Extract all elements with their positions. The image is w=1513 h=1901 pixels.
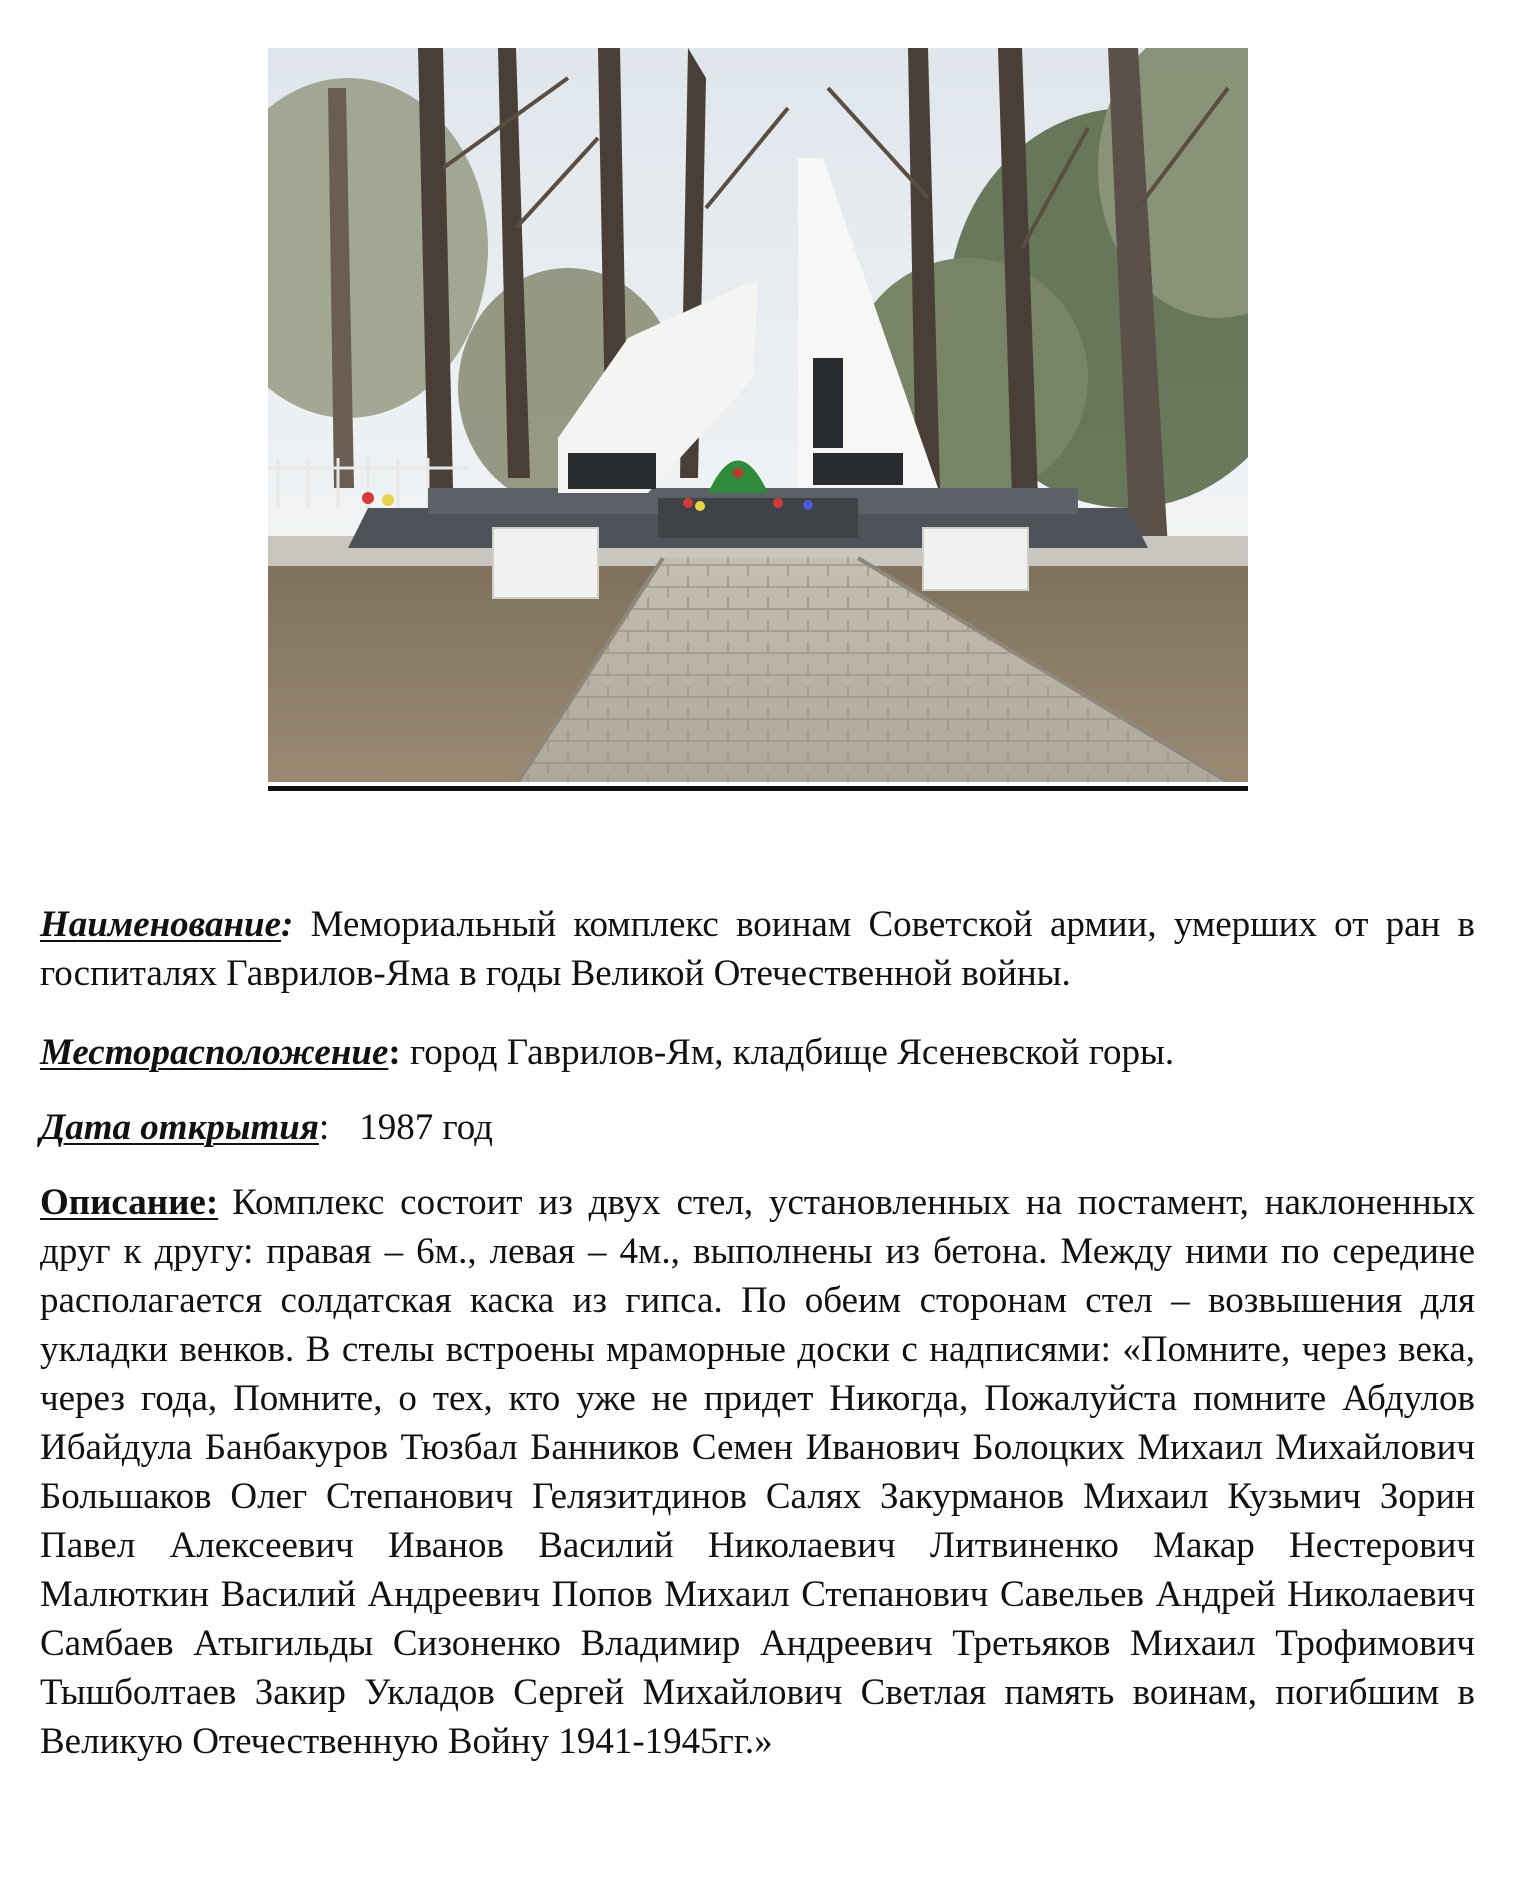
date-colon: : <box>318 1107 330 1148</box>
location-colon: : <box>388 1032 401 1073</box>
name-label: Наименование <box>40 904 281 945</box>
date-value: 1987 год <box>359 1107 493 1148</box>
location-label: Месторасположение <box>40 1032 389 1073</box>
name-colon: : <box>281 904 294 945</box>
memorial-description <box>40 900 1475 1796</box>
description-value: Комплекс состоит из двух стел, установленных на постамент, наклоненных друг к другу: правая – 6м., левая – 4м., выполнены из бетона. Между ними по середине располагается солдатская каска из гипса. По обеим сторонам стел – возвышения для укладки венков. В стелы встроены мраморные доски с надписями: «Помните, через века, через года, Помните, о тех, кто уже не придет Никогда, Пожалуйста помните Абдулов Ибайдула Банбакуров Тюзбал Банников Семен Иванович Болоцких Михаил Михайлович Большаков Олег Степанович Гелязитдинов Салях Закурманов Михаил Кузьмич Зорин Павел Алексеевич Иванов Василий Николаевич Литвиненко Макар Нестерович Малюткин Василий Андреевич Попов Михаил Степанович Савельев Андрей Николаевич Самбаев Атыгильды Сизоненко Владимир Андреевич Третьяков Михаил Трофимович Тышболтаев Закир Укладов Сергей Михайлович Светлая память воинам, погибшим в Великую Отечественную Войну 1941-1945гг.» <box>40 1182 1475 1762</box>
description-paragraph <box>40 1178 1475 1766</box>
location-value: город Гаврилов-Ям, кладбище Ясеневской горы. <box>409 1032 1175 1073</box>
name-paragraph <box>40 900 1475 998</box>
date-label: Дата открытия <box>40 1107 319 1148</box>
memorial-photo <box>268 48 1248 782</box>
memorial-photo-icon <box>268 48 1248 782</box>
location-paragraph <box>40 1028 1475 1077</box>
date-paragraph <box>40 1103 1475 1152</box>
photo-underline <box>268 786 1248 791</box>
name-value: Мемориальный комплекс воинам Советской армии, умерших от ран в госпиталях Гаврилов-Яма в годы Великой Отечественной войны. <box>40 904 1475 994</box>
description-label: Описание: <box>40 1182 219 1223</box>
